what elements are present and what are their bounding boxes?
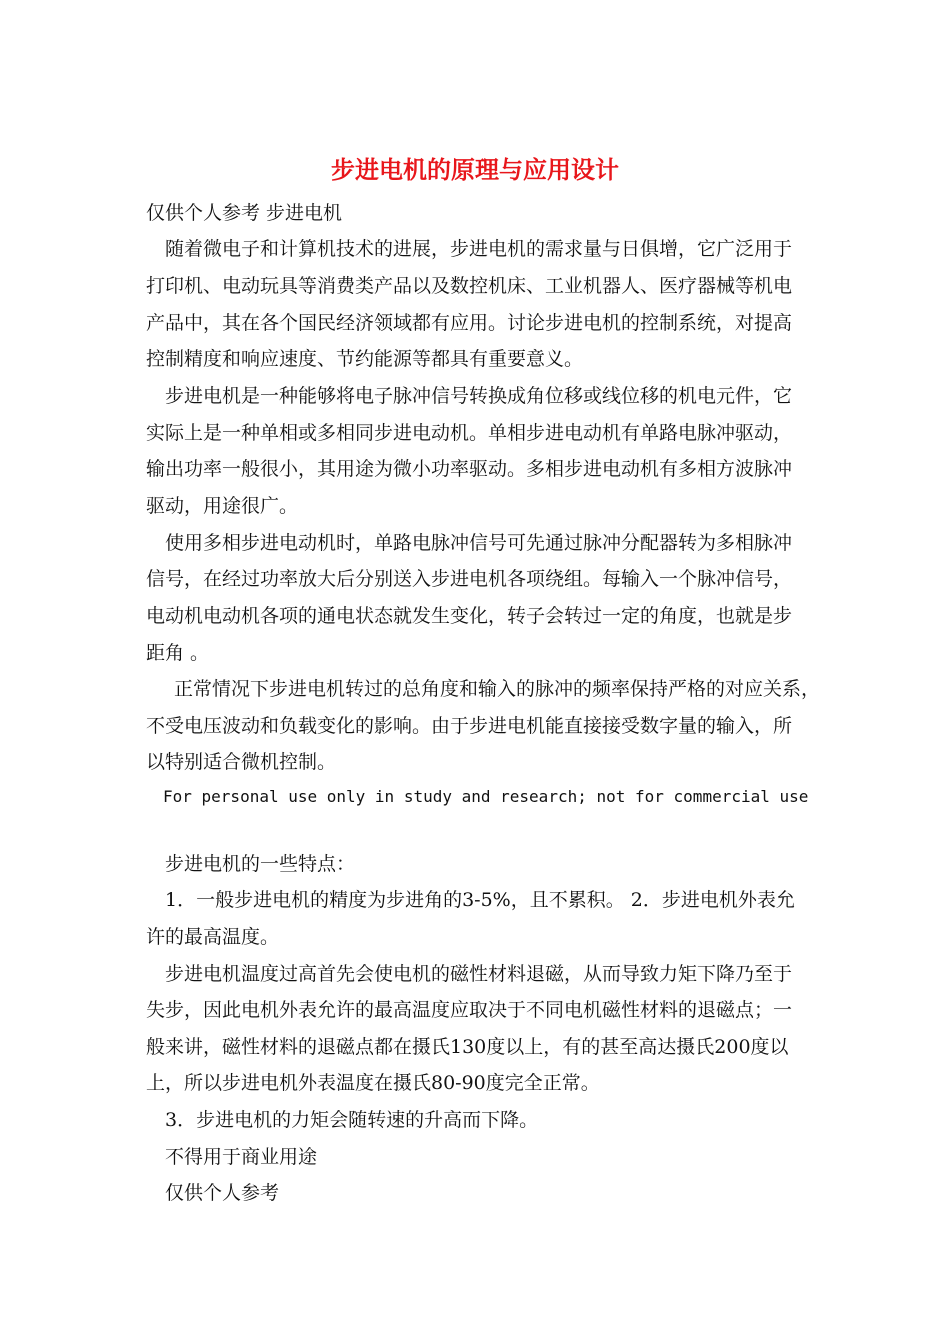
text-line: 驱动，用途很广。 — [146, 495, 299, 517]
text-line: 失步，因此电机外表允许的最高温度应取决于不同电机磁性材料的退磁点；一 — [146, 999, 793, 1021]
text-line: 许的最高温度。 — [146, 926, 280, 948]
text-line: 电动机电动机各项的通电状态就发生变化，转子会转过一定的角度，也就是步 — [146, 605, 793, 627]
text-line: 步进电机的一些特点： — [165, 853, 356, 875]
text-line: 产品中，其在各个国民经济领域都有应用。讨论步进电机的控制系统，对提高 — [146, 312, 793, 334]
english-notice-line: For personal use only in study and research; not for commercial use — [163, 787, 809, 806]
text-line: 实际上是一种单相或多相同步进电动机。单相步进电动机有单路电脉冲驱动， — [146, 422, 793, 444]
text-line: 步进电机是一种能够将电子脉冲信号转换成角位移或线位移的机电元件，它 — [165, 385, 793, 407]
text-line: 距角 。 — [146, 642, 210, 664]
text-line: 信号，在经过功率放大后分别送入步进电机各项绕组。每输入一个脉冲信号， — [146, 568, 793, 590]
text-line: 打印机、电动玩具等消费类产品以及数控机床、工业机器人、医疗器械等机电 — [146, 275, 793, 297]
text-line: 随着微电子和计算机技术的进展，步进电机的需求量与日俱增，它广泛用于 — [165, 238, 793, 260]
text-line: 不得用于商业用途 — [165, 1146, 318, 1168]
text-line: 使用多相步进电动机时，单路电脉冲信号可先通过脉冲分配器转为多相脉冲 — [165, 532, 793, 554]
text-line: 以特别适合微机控制。 — [146, 751, 337, 773]
text-line: 正常情况下步进电机转过的总角度和输入的脉冲的频率保持严格的对应关系， — [174, 678, 821, 700]
text-line: 般来讲，磁性材料的退磁点都在摄氏130度以上，有的甚至高达摄氏200度以 — [146, 1036, 789, 1058]
text-line: 控制精度和响应速度、节约能源等都具有重要意义。 — [146, 348, 584, 370]
text-line: 步进电机温度过高首先会使电机的磁性材料退磁，从而导致力矩下降乃至于 — [165, 963, 793, 985]
text-line: 输出功率一般很小，其用途为微小功率驱动。多相步进电动机有多相方波脉冲 — [146, 458, 793, 480]
text-line: 上，所以步进电机外表温度在摄氏80-90度完全正常。 — [146, 1072, 600, 1094]
text-line: 仅供个人参考 — [165, 1182, 280, 1204]
text-line: 3．步进电机的力矩会随转速的升高而下降。 — [165, 1109, 539, 1131]
text-line: 不受电压波动和负载变化的影响。由于步进电机能直接接受数字量的输入，所 — [146, 715, 793, 737]
text-line: 仅供个人参考 步进电机 — [146, 202, 343, 224]
text-line: 1．一般步进电机的精度为步进角的3-5%，且不累积。 2．步进电机外表允 — [165, 889, 795, 911]
document-title: 步进电机的原理与应用设计 — [331, 155, 619, 184]
